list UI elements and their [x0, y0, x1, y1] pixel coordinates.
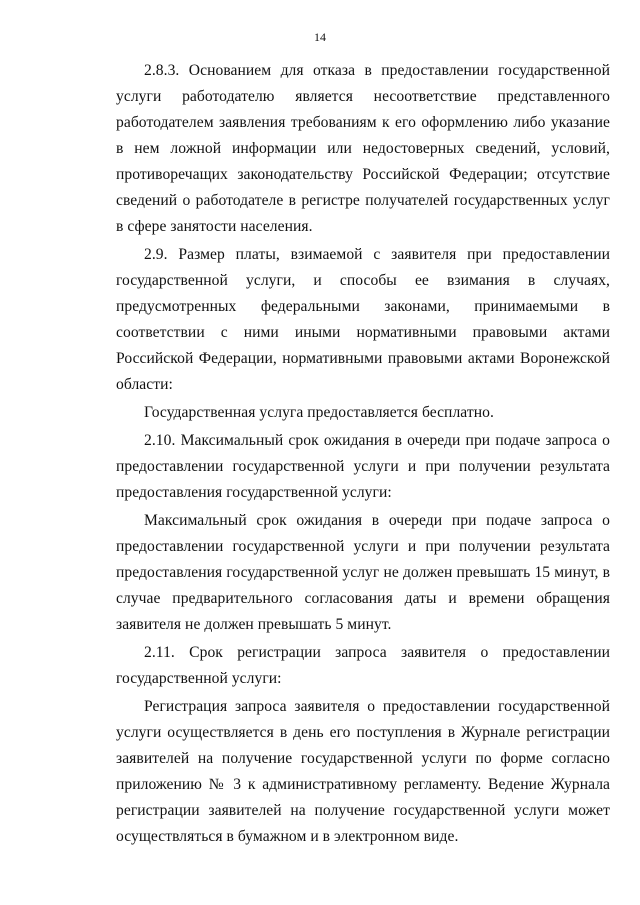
- paragraph-free-service: Государственная услуга предоставляется бесплатно.: [144, 404, 494, 421]
- paragraph-2-9: 2.9. Размер платы, взимаемой с заявителя при предоставлении государственной услуги, и способы ее взимания в случаях, предусмотренных федеральными законами, принимаемыми в соответствии с ними иными нормативными правовыми актами Российской Федерации, нормативными правовыми актами Воронежской области:: [116, 246, 610, 393]
- paragraph-2-11: 2.11. Срок регистрации запроса заявителя о предоставлении государственной услуги:: [116, 644, 610, 687]
- paragraph-registration: Регистрация запроса заявителя о предоставлении государственной услуги осуществляется в день его поступления в Журнале регистрации заявителей на получение государственной услуги по форме согласно приложению № 3 к административному регламенту. Ведение Журнала регистрации заявителей на получение государственной услуги может осуществляться в бумажном и в электронном виде.: [116, 698, 610, 845]
- document-body: [116, 58, 610, 850]
- paragraph-2-10: 2.10. Максимальный срок ожидания в очереди при подаче запроса о предоставлении государственной услуги и при получении результата предоставления государственной услуги:: [116, 432, 610, 501]
- page-number: 14: [314, 30, 326, 44]
- paragraph-2-8-3: 2.8.3. Основанием для отказа в предоставлении государственной услуги работодателю является несоответствие представленного работодателем заявления требованиям к его оформлению либо указание в нем ложной информации или недостоверных сведений, условий, противоречащих законодательству Российской Федерации; отсутствие сведений о работодателе в регистре получателей государственных услуг в сфере занятости населения.: [116, 62, 610, 235]
- paragraph-max-wait-time: Максимальный срок ожидания в очереди при подаче запроса о предоставлении государственной услуги и при получении результата предоставления государственной услуг не должен превышать 15 минут, в случае предварительного согласования даты и времени обращения заявителя не должен превышать 5 минут.: [116, 512, 610, 633]
